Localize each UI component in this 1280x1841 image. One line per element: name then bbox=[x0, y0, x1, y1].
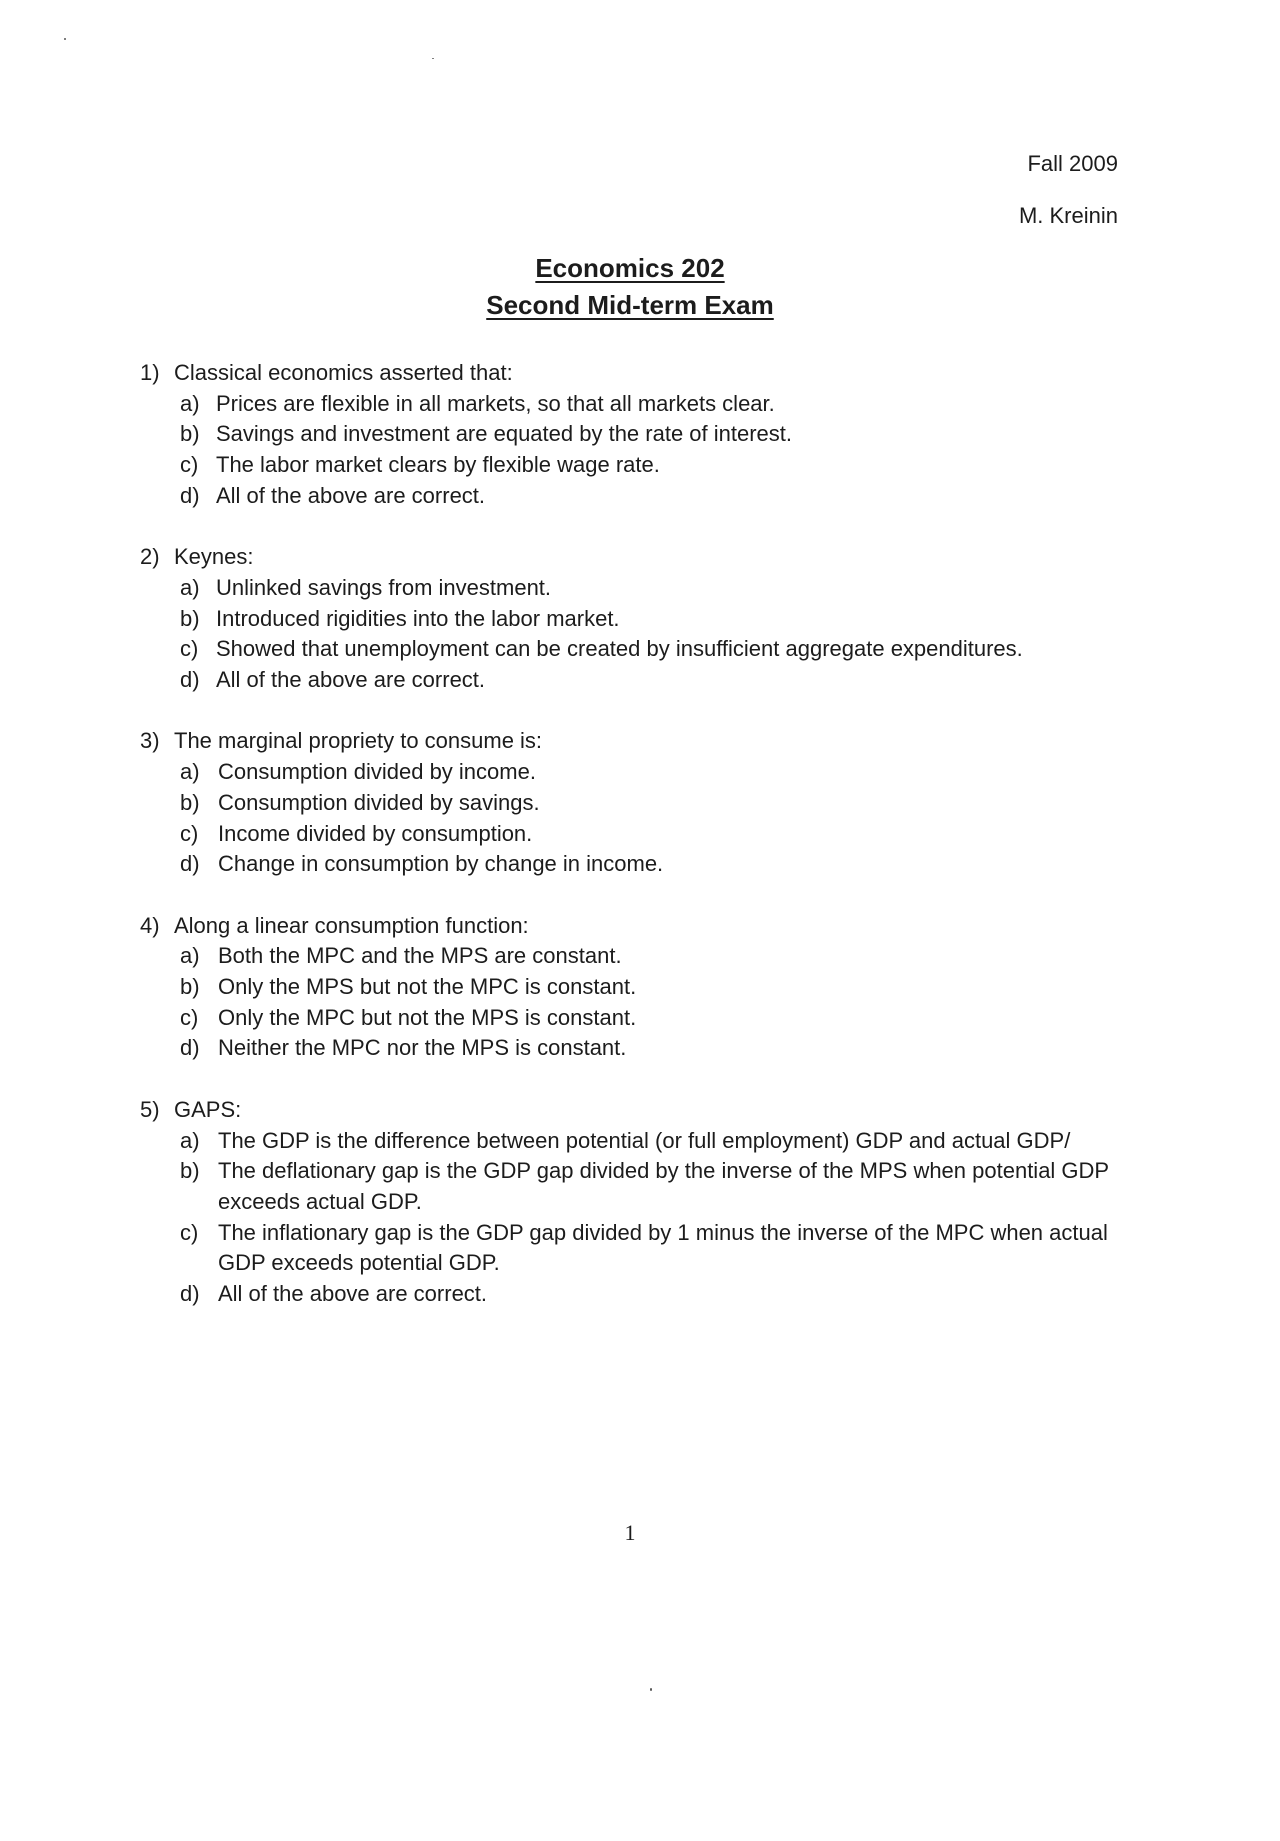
question-list bbox=[140, 358, 1140, 1340]
answer-option bbox=[180, 1033, 1140, 1064]
option-text: Consumption divided by savings. bbox=[218, 789, 540, 815]
page-number: 1 bbox=[624, 1520, 636, 1545]
instructor-name: M. Kreinin bbox=[1018, 203, 1118, 228]
answer-option bbox=[180, 450, 1140, 481]
answer-option bbox=[180, 1279, 1140, 1310]
option-letter: d) bbox=[180, 1035, 200, 1061]
option-text: All of the above are correct. bbox=[218, 1281, 488, 1307]
option-letter: b) bbox=[180, 789, 200, 815]
answer-option bbox=[180, 1156, 1140, 1217]
option-letter: d) bbox=[180, 667, 200, 693]
answer-option bbox=[180, 1218, 1140, 1279]
answer-option bbox=[180, 972, 1140, 1003]
option-text: Consumption divided by income. bbox=[218, 759, 536, 785]
option-letter: a) bbox=[180, 390, 200, 416]
scan-speck bbox=[432, 58, 434, 59]
answer-options bbox=[180, 573, 1140, 696]
option-text: The GDP is the difference between potential (or full employment) GDP and actual GDP/ bbox=[218, 1127, 1071, 1153]
option-text: The deflationary gap is the GDP gap divided by the inverse of the MPS when potential GDP exceeds actual GDP. bbox=[218, 1158, 1109, 1214]
scan-speck bbox=[64, 38, 66, 40]
exam-subtitle: Second Mid-term Exam bbox=[486, 290, 774, 320]
question-5 bbox=[140, 1095, 1140, 1310]
answer-option bbox=[180, 389, 1140, 420]
option-letter: c) bbox=[180, 1004, 199, 1030]
question-number: 3) bbox=[140, 728, 160, 754]
term-label: Fall 2009 bbox=[1027, 151, 1118, 176]
question-stem: The marginal propriety to consume is: bbox=[174, 728, 543, 754]
option-letter: d) bbox=[180, 482, 200, 508]
scan-speck bbox=[650, 1688, 652, 1691]
option-text: Change in consumption by change in income. bbox=[218, 851, 664, 877]
question-stem: Classical economics asserted that: bbox=[174, 360, 513, 385]
option-letter: c) bbox=[180, 636, 199, 662]
option-text: The inflationary gap is the GDP gap divided by 1 minus the inverse of the MPC when actual GDP exceeds potential GDP. bbox=[218, 1219, 1108, 1276]
answer-options bbox=[180, 1126, 1140, 1310]
option-letter: d) bbox=[180, 1281, 200, 1307]
answer-option bbox=[180, 941, 1140, 972]
answer-option bbox=[180, 1126, 1140, 1157]
option-letter: b) bbox=[180, 421, 200, 447]
question-number: 4) bbox=[140, 912, 160, 938]
option-letter: b) bbox=[180, 1158, 200, 1184]
option-letter: b) bbox=[180, 974, 200, 1000]
answer-option bbox=[180, 634, 1140, 665]
option-text: All of the above are correct. bbox=[216, 482, 486, 508]
option-letter: d) bbox=[180, 851, 200, 877]
option-text: Both the MPC and the MPS are constant. bbox=[218, 943, 622, 969]
course-title: Economics 202 bbox=[535, 253, 725, 283]
answer-option bbox=[180, 819, 1140, 850]
answer-option bbox=[180, 573, 1140, 604]
answer-option bbox=[180, 1003, 1140, 1034]
option-letter: a) bbox=[180, 1127, 200, 1153]
option-text: Unlinked savings from investment. bbox=[216, 574, 552, 600]
option-letter: c) bbox=[180, 1219, 199, 1245]
answer-option bbox=[180, 788, 1140, 819]
question-2 bbox=[140, 542, 1140, 696]
option-text: The labor market clears by flexible wage rate. bbox=[216, 452, 660, 478]
option-text: Income divided by consumption. bbox=[218, 820, 533, 846]
answer-option bbox=[180, 604, 1140, 635]
answer-options bbox=[180, 389, 1140, 512]
question-stem: GAPS: bbox=[174, 1096, 242, 1122]
option-letter: a) bbox=[180, 574, 200, 600]
option-letter: c) bbox=[180, 452, 199, 478]
answer-option bbox=[180, 419, 1140, 450]
option-letter: a) bbox=[180, 759, 200, 785]
option-letter: b) bbox=[180, 605, 200, 631]
answer-option bbox=[180, 757, 1140, 788]
question-1 bbox=[140, 358, 1140, 512]
option-letter: c) bbox=[180, 820, 199, 846]
option-text: Only the MPS but not the MPC is constant. bbox=[218, 974, 637, 1000]
option-text: All of the above are correct. bbox=[216, 667, 486, 693]
question-stem: Along a linear consumption function: bbox=[174, 912, 529, 938]
option-text: Introduced rigidities into the labor market. bbox=[216, 605, 620, 631]
answer-option bbox=[180, 665, 1140, 696]
question-4 bbox=[140, 911, 1140, 1065]
question-number: 5) bbox=[140, 1096, 160, 1122]
option-text: Neither the MPC nor the MPS is constant. bbox=[218, 1035, 627, 1061]
header-info bbox=[1019, 138, 1118, 242]
answer-option bbox=[180, 849, 1140, 880]
answer-option bbox=[180, 481, 1140, 512]
option-text: Savings and investment are equated by the rate of interest. bbox=[216, 421, 793, 447]
answer-options bbox=[180, 757, 1140, 880]
question-3 bbox=[140, 726, 1140, 880]
question-stem: Keynes: bbox=[174, 544, 254, 570]
option-letter: a) bbox=[180, 943, 200, 969]
option-text: Showed that unemployment can be created by insufficient aggregate expenditures. bbox=[216, 636, 1023, 662]
answer-options bbox=[180, 941, 1140, 1064]
question-number: 2) bbox=[140, 544, 160, 570]
question-number: 1) bbox=[140, 360, 160, 385]
option-text: Prices are flexible in all markets, so that all markets clear. bbox=[216, 390, 775, 416]
option-text: Only the MPC but not the MPS is constant. bbox=[218, 1004, 637, 1030]
exam-title bbox=[0, 250, 1260, 324]
